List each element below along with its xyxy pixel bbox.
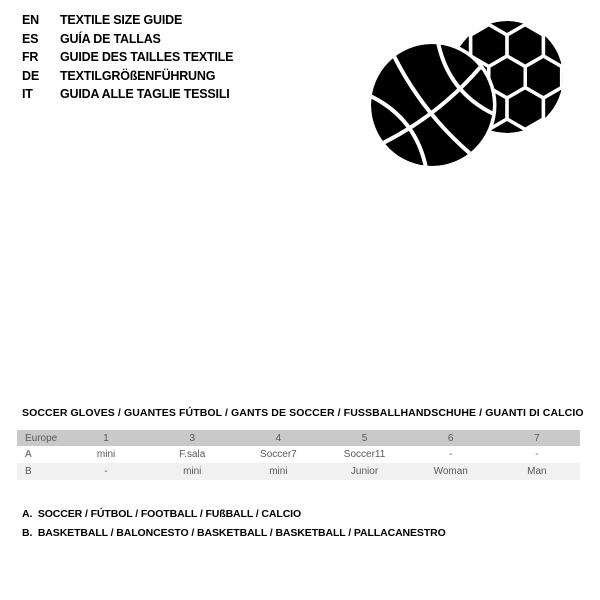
language-row-it [22,85,233,104]
size-value-cell: Soccer11 [343,449,386,460]
size-value-cell: Soccer7 [260,449,297,460]
language-label: GUIDE DES TAILLES TEXTILE [60,50,234,65]
language-code: ES [22,31,39,46]
language-code: EN [22,13,39,27]
row-label-cell: B [25,466,32,477]
language-row-de [22,67,233,86]
table-footnotes [22,505,446,542]
language-row-es [22,30,233,49]
footnote-text: SOCCER / FÚTBOL / FOOTBALL / FUßBALL / CALCIO [37,508,302,520]
header-cell-size: 1 [103,432,109,444]
size-value-cell: F.sala [179,449,206,460]
size-table-title: SOCCER GLOVES / GUANTES FÚTBOL / GANTS DE SOCCER / FUSSBALLHANDSCHUHE / GUANTI DI CALCIO [22,407,584,419]
table-header-row [17,430,580,446]
size-value-cell: - [535,449,539,460]
size-value-cell: mini [96,449,116,460]
header-cell-size: 7 [534,432,540,444]
language-label: GUÍA DE TALLAS [60,31,161,46]
size-table-container [17,430,580,480]
basketball-and-soccer-ball-icon [370,14,570,174]
language-label: GUIDA ALLE TAGLIE TESSILI [60,87,230,102]
footnote-prefix: B. [22,526,33,539]
language-label: TEXTILE SIZE GUIDE [60,13,183,27]
footnote-text: BASKETBALL / BALONCESTO / BASKETBALL / BASKETBALL / PALLACANESTRO [37,526,446,539]
size-value-cell: Man [527,466,547,477]
language-code: FR [22,50,39,65]
size-value-cell: - [449,449,453,460]
footnote-soccer [22,505,446,524]
language-row-fr [22,48,233,67]
footnote-basketball [22,524,446,543]
size-table [17,430,580,480]
footnote-prefix: A. [22,508,33,520]
table-row-basketball [17,463,580,480]
row-label-cell: A [25,449,32,460]
header-cell-size: 5 [361,432,368,444]
size-value-cell: mini [183,466,202,477]
table-row-soccer [17,446,580,463]
header-cell-size: 6 [447,432,454,444]
language-code: DE [22,68,39,83]
language-title-list [22,11,233,104]
language-code: IT [22,87,33,102]
size-value-cell: Woman [433,466,468,477]
size-value-cell: mini [269,466,288,477]
header-cell-size: 3 [189,432,196,444]
language-label: TEXTILGRÖßENFÜHRUNG [60,68,216,83]
size-value-cell: Junior [350,466,379,477]
header-cell-size: 4 [275,432,282,444]
header-cell-region: Europe [25,432,58,444]
language-row-en [22,11,233,30]
size-value-cell: - [104,466,108,477]
